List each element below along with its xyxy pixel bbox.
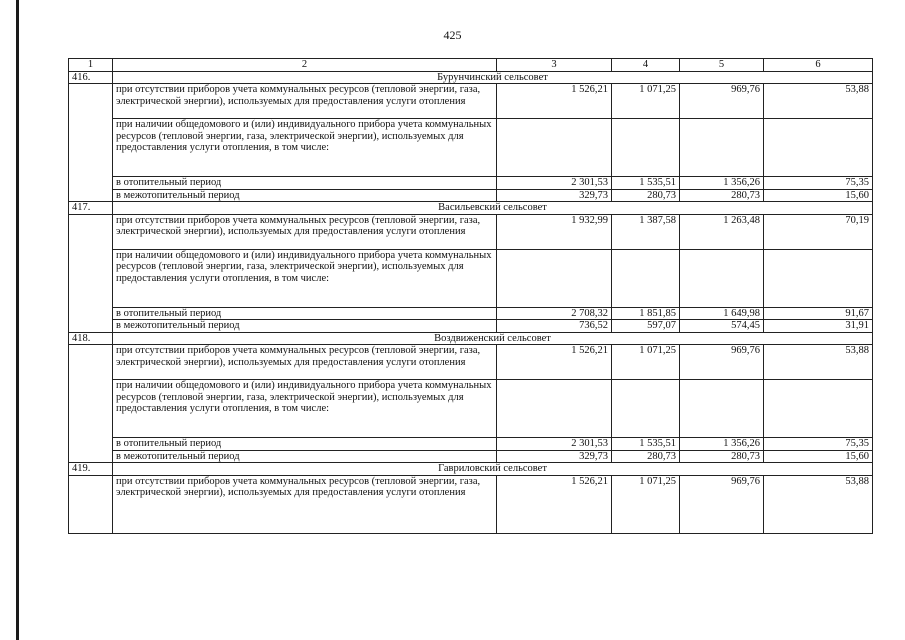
section-title: Бурунчинский сельсовет bbox=[113, 71, 873, 84]
value-col5: 969,76 bbox=[680, 84, 764, 119]
table-row bbox=[69, 320, 873, 333]
section-header-row bbox=[69, 332, 873, 345]
value-col4: 1 071,25 bbox=[612, 345, 680, 380]
row-description: в отопительный период bbox=[113, 438, 497, 451]
value-col6: 53,88 bbox=[764, 84, 873, 119]
value-col6: 15,60 bbox=[764, 189, 873, 202]
column-header: 3 bbox=[497, 59, 612, 72]
value-col6 bbox=[764, 249, 873, 307]
tariff-table bbox=[68, 58, 873, 534]
value-col6: 75,35 bbox=[764, 438, 873, 451]
row-description: при наличии общедомового и (или) индивидуального прибора учета коммунальных ресурсов (тепловой энергии, газа, электрической энергии), используемых для предоставления услуги отопления, в том числе: bbox=[113, 119, 497, 177]
column-header: 6 bbox=[764, 59, 873, 72]
value-col5 bbox=[680, 119, 764, 177]
section-number: 419. bbox=[69, 463, 113, 476]
row-description: при отсутствии приборов учета коммунальных ресурсов (тепловой энергии, газа, электрической энергии), используемых для предоставления услуги отопления bbox=[113, 214, 497, 249]
section-number: 416. bbox=[69, 71, 113, 84]
value-col5: 574,45 bbox=[680, 320, 764, 333]
value-col4: 1 387,58 bbox=[612, 214, 680, 249]
value-col5 bbox=[680, 249, 764, 307]
table-row bbox=[69, 380, 873, 438]
section-header-row bbox=[69, 202, 873, 215]
row-number-cell bbox=[69, 475, 113, 533]
row-description: в межотопительный период bbox=[113, 450, 497, 463]
row-description: при отсутствии приборов учета коммунальных ресурсов (тепловой энергии, газа, электрической энергии), используемых для предоставления услуги отопления bbox=[113, 345, 497, 380]
value-col4: 280,73 bbox=[612, 450, 680, 463]
row-description: в отопительный период bbox=[113, 307, 497, 320]
value-col3: 1 932,99 bbox=[497, 214, 612, 249]
value-col3: 2 301,53 bbox=[497, 438, 612, 451]
value-col4: 1 071,25 bbox=[612, 84, 680, 119]
table-row bbox=[69, 438, 873, 451]
column-header: 4 bbox=[612, 59, 680, 72]
row-description: при наличии общедомового и (или) индивидуального прибора учета коммунальных ресурсов (тепловой энергии, газа, электрической энергии), используемых для предоставления услуги отопления, в том числе: bbox=[113, 380, 497, 438]
table-row bbox=[69, 249, 873, 307]
section-title: Гавриловский сельсовет bbox=[113, 463, 873, 476]
section-title: Воздвиженский сельсовет bbox=[113, 332, 873, 345]
value-col4: 1 535,51 bbox=[612, 438, 680, 451]
table-row bbox=[69, 345, 873, 380]
value-col3: 1 526,21 bbox=[497, 84, 612, 119]
value-col6: 53,88 bbox=[764, 475, 873, 533]
value-col6: 91,67 bbox=[764, 307, 873, 320]
value-col4 bbox=[612, 380, 680, 438]
column-header: 1 bbox=[69, 59, 113, 72]
value-col3 bbox=[497, 380, 612, 438]
table-row bbox=[69, 177, 873, 190]
value-col6 bbox=[764, 380, 873, 438]
page-number: 425 bbox=[443, 28, 462, 42]
row-description: в отопительный период bbox=[113, 177, 497, 190]
row-description: при отсутствии приборов учета коммунальных ресурсов (тепловой энергии, газа, электрической энергии), используемых для предоставления услуги отопления bbox=[113, 84, 497, 119]
table-row bbox=[69, 214, 873, 249]
value-col3 bbox=[497, 119, 612, 177]
column-header: 5 bbox=[680, 59, 764, 72]
value-col4 bbox=[612, 119, 680, 177]
value-col5: 969,76 bbox=[680, 475, 764, 533]
value-col6 bbox=[764, 119, 873, 177]
value-col4: 280,73 bbox=[612, 189, 680, 202]
section-header-row bbox=[69, 463, 873, 476]
row-description: при наличии общедомового и (или) индивидуального прибора учета коммунальных ресурсов (тепловой энергии, газа, электрической энергии), используемых для предоставления услуги отопления, в том числе: bbox=[113, 249, 497, 307]
value-col6: 70,19 bbox=[764, 214, 873, 249]
value-col5: 280,73 bbox=[680, 450, 764, 463]
value-col4: 597,07 bbox=[612, 320, 680, 333]
value-col5 bbox=[680, 380, 764, 438]
column-header: 2 bbox=[113, 59, 497, 72]
section-number: 417. bbox=[69, 202, 113, 215]
value-col6: 75,35 bbox=[764, 177, 873, 190]
row-number-cell bbox=[69, 214, 113, 332]
value-col3: 1 526,21 bbox=[497, 475, 612, 533]
scan-margin-bar bbox=[16, 0, 19, 640]
section-header-row bbox=[69, 71, 873, 84]
table-row bbox=[69, 475, 873, 533]
value-col3: 1 526,21 bbox=[497, 345, 612, 380]
value-col5: 1 649,98 bbox=[680, 307, 764, 320]
value-col6: 31,91 bbox=[764, 320, 873, 333]
table-row bbox=[69, 189, 873, 202]
row-number-cell bbox=[69, 84, 113, 202]
column-header-row bbox=[69, 59, 873, 72]
row-description: в межотопительный период bbox=[113, 320, 497, 333]
value-col6: 15,60 bbox=[764, 450, 873, 463]
value-col4: 1 535,51 bbox=[612, 177, 680, 190]
value-col5: 1 263,48 bbox=[680, 214, 764, 249]
value-col3: 2 708,32 bbox=[497, 307, 612, 320]
value-col3: 329,73 bbox=[497, 450, 612, 463]
table-row bbox=[69, 307, 873, 320]
value-col3 bbox=[497, 249, 612, 307]
row-description: в межотопительный период bbox=[113, 189, 497, 202]
value-col4: 1 851,85 bbox=[612, 307, 680, 320]
value-col5: 1 356,26 bbox=[680, 438, 764, 451]
value-col4: 1 071,25 bbox=[612, 475, 680, 533]
value-col5: 969,76 bbox=[680, 345, 764, 380]
table-row bbox=[69, 450, 873, 463]
table-row bbox=[69, 84, 873, 119]
value-col5: 1 356,26 bbox=[680, 177, 764, 190]
value-col6: 53,88 bbox=[764, 345, 873, 380]
row-number-cell bbox=[69, 345, 113, 463]
value-col4 bbox=[612, 249, 680, 307]
value-col3: 2 301,53 bbox=[497, 177, 612, 190]
section-number: 418. bbox=[69, 332, 113, 345]
table-row bbox=[69, 119, 873, 177]
section-title: Васильевский сельсовет bbox=[113, 202, 873, 215]
value-col5: 280,73 bbox=[680, 189, 764, 202]
value-col3: 736,52 bbox=[497, 320, 612, 333]
value-col3: 329,73 bbox=[497, 189, 612, 202]
row-description: при отсутствии приборов учета коммунальных ресурсов (тепловой энергии, газа, электрической энергии), используемых для предоставления услуги отопления bbox=[113, 475, 497, 533]
